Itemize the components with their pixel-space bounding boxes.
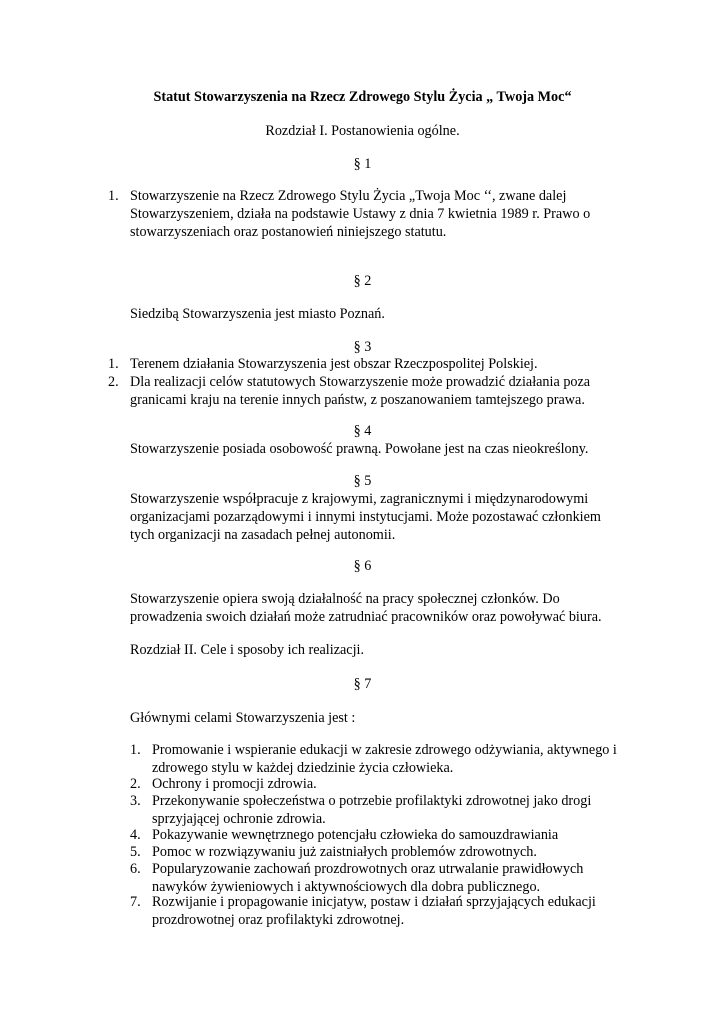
list-number: 4. [130, 827, 141, 843]
list-number: 1. [108, 188, 119, 204]
section-heading: § 3 [353, 339, 372, 355]
list-number: 2. [130, 776, 141, 792]
list-item-line: prozdrowotnej oraz profilaktyki zdrowotnej. [152, 912, 405, 928]
list-item [152, 860, 583, 896]
paragraph: Siedzibą Stowarzyszenia jest miasto Poznań. [130, 306, 385, 322]
chapter-heading: Rozdział II. Cele i sposoby ich realizacji. [130, 642, 365, 658]
list-number: 1. [108, 356, 119, 372]
paragraph: Głównymi celami Stowarzyszenia jest : [130, 710, 356, 726]
list-item [130, 373, 590, 409]
section-heading: § 6 [353, 558, 372, 574]
paragraph [130, 590, 602, 626]
list-item-line: Rozwijanie i propagowanie inicjatyw, postaw i działań sprzyjających edukacji [152, 894, 596, 910]
paragraph-line: organizacjami pozarządowymi i innymi instytucjami. Może pozostawać członkiem [130, 509, 601, 525]
list-item-line: Promowanie i wspieranie edukacji w zakresie zdrowego odżywiania, aktywnego i [152, 742, 617, 758]
list-item: Terenem działania Stowarzyszenia jest obszar Rzeczpospolitej Polskiej. [130, 356, 538, 372]
paragraph-line: Stowarzyszenie współpracuje z krajowymi, zagranicznymi i międzynarodowymi [130, 491, 589, 507]
list-number: 3. [130, 793, 141, 809]
list-number: 1. [130, 742, 141, 758]
section-heading: § 2 [353, 273, 372, 289]
section-heading: § 5 [353, 473, 372, 489]
list-item-line: Stowarzyszenie na Rzecz Zdrowego Stylu Życia „Twoja Moc ‘‘, zwane dalej [130, 188, 567, 204]
list-item: Pokazywanie wewnętrznego potencjału człowieka do samouzdrawiania [152, 827, 559, 843]
list-item-line: Stowarzyszeniem, działa na podstawie Ustawy z dnia 7 kwietnia 1989 r. Prawo o [130, 206, 591, 222]
section-heading: § 1 [353, 156, 372, 172]
list-item: Pomoc w rozwiązywaniu już zaistniałych problemów zdrowotnych. [152, 844, 537, 860]
list-item [152, 792, 591, 828]
document-title: Statut Stowarzyszenia na Rzecz Zdrowego Stylu Życia „ Twoja Moc“ [153, 89, 572, 105]
list-item-line: granicami kraju na terenie innych państw, z poszanowaniem tamtejszego prawa. [130, 392, 585, 408]
section-heading: § 7 [353, 676, 372, 692]
section-heading: § 4 [353, 423, 372, 439]
paragraph: Stowarzyszenie posiada osobowość prawną. Powołane jest na czas nieokreślony. [130, 441, 589, 457]
list-item-line: Dla realizacji celów statutowych Stowarzyszenie może prowadzić działania poza [130, 374, 591, 390]
paragraph [130, 490, 601, 544]
paragraph-line: Stowarzyszenie opiera swoją działalność na pracy społecznej członków. Do [130, 591, 560, 607]
list-item-line: stowarzyszeniach oraz postanowień niniejszego statutu. [130, 224, 447, 240]
list-item-line: Popularyzowanie zachowań prozdrowotnych oraz utrwalanie prawidłowych [152, 861, 584, 877]
list-number: 5. [130, 844, 141, 860]
list-item-line: nawyków żywieniowych i aktywnościowych dla dobra publicznego. [152, 879, 541, 895]
list-item-line: sprzyjającej ochronie zdrowia. [152, 811, 326, 827]
list-item-line: Przekonywanie społeczeństwa o potrzebie profilaktyki zdrowotnej jako drogi [152, 793, 592, 809]
list-number: 2. [108, 374, 119, 390]
list-item: Ochrony i promocji zdrowia. [152, 776, 317, 792]
paragraph-line: tych organizacji na zasadach pełnej autonomii. [130, 527, 396, 543]
list-number: 6. [130, 861, 141, 877]
list-item [130, 187, 590, 241]
paragraph-line: prowadzenia swoich działań może zatrudniać pracowników oraz powoływać biura. [130, 609, 602, 625]
list-item [152, 893, 596, 929]
chapter-heading: Rozdział I. Postanowienia ogólne. [265, 123, 460, 139]
list-item-line: zdrowego stylu w każdej dziedzinie życia człowieka. [152, 760, 454, 776]
list-number: 7. [130, 894, 141, 910]
list-item [152, 741, 617, 777]
